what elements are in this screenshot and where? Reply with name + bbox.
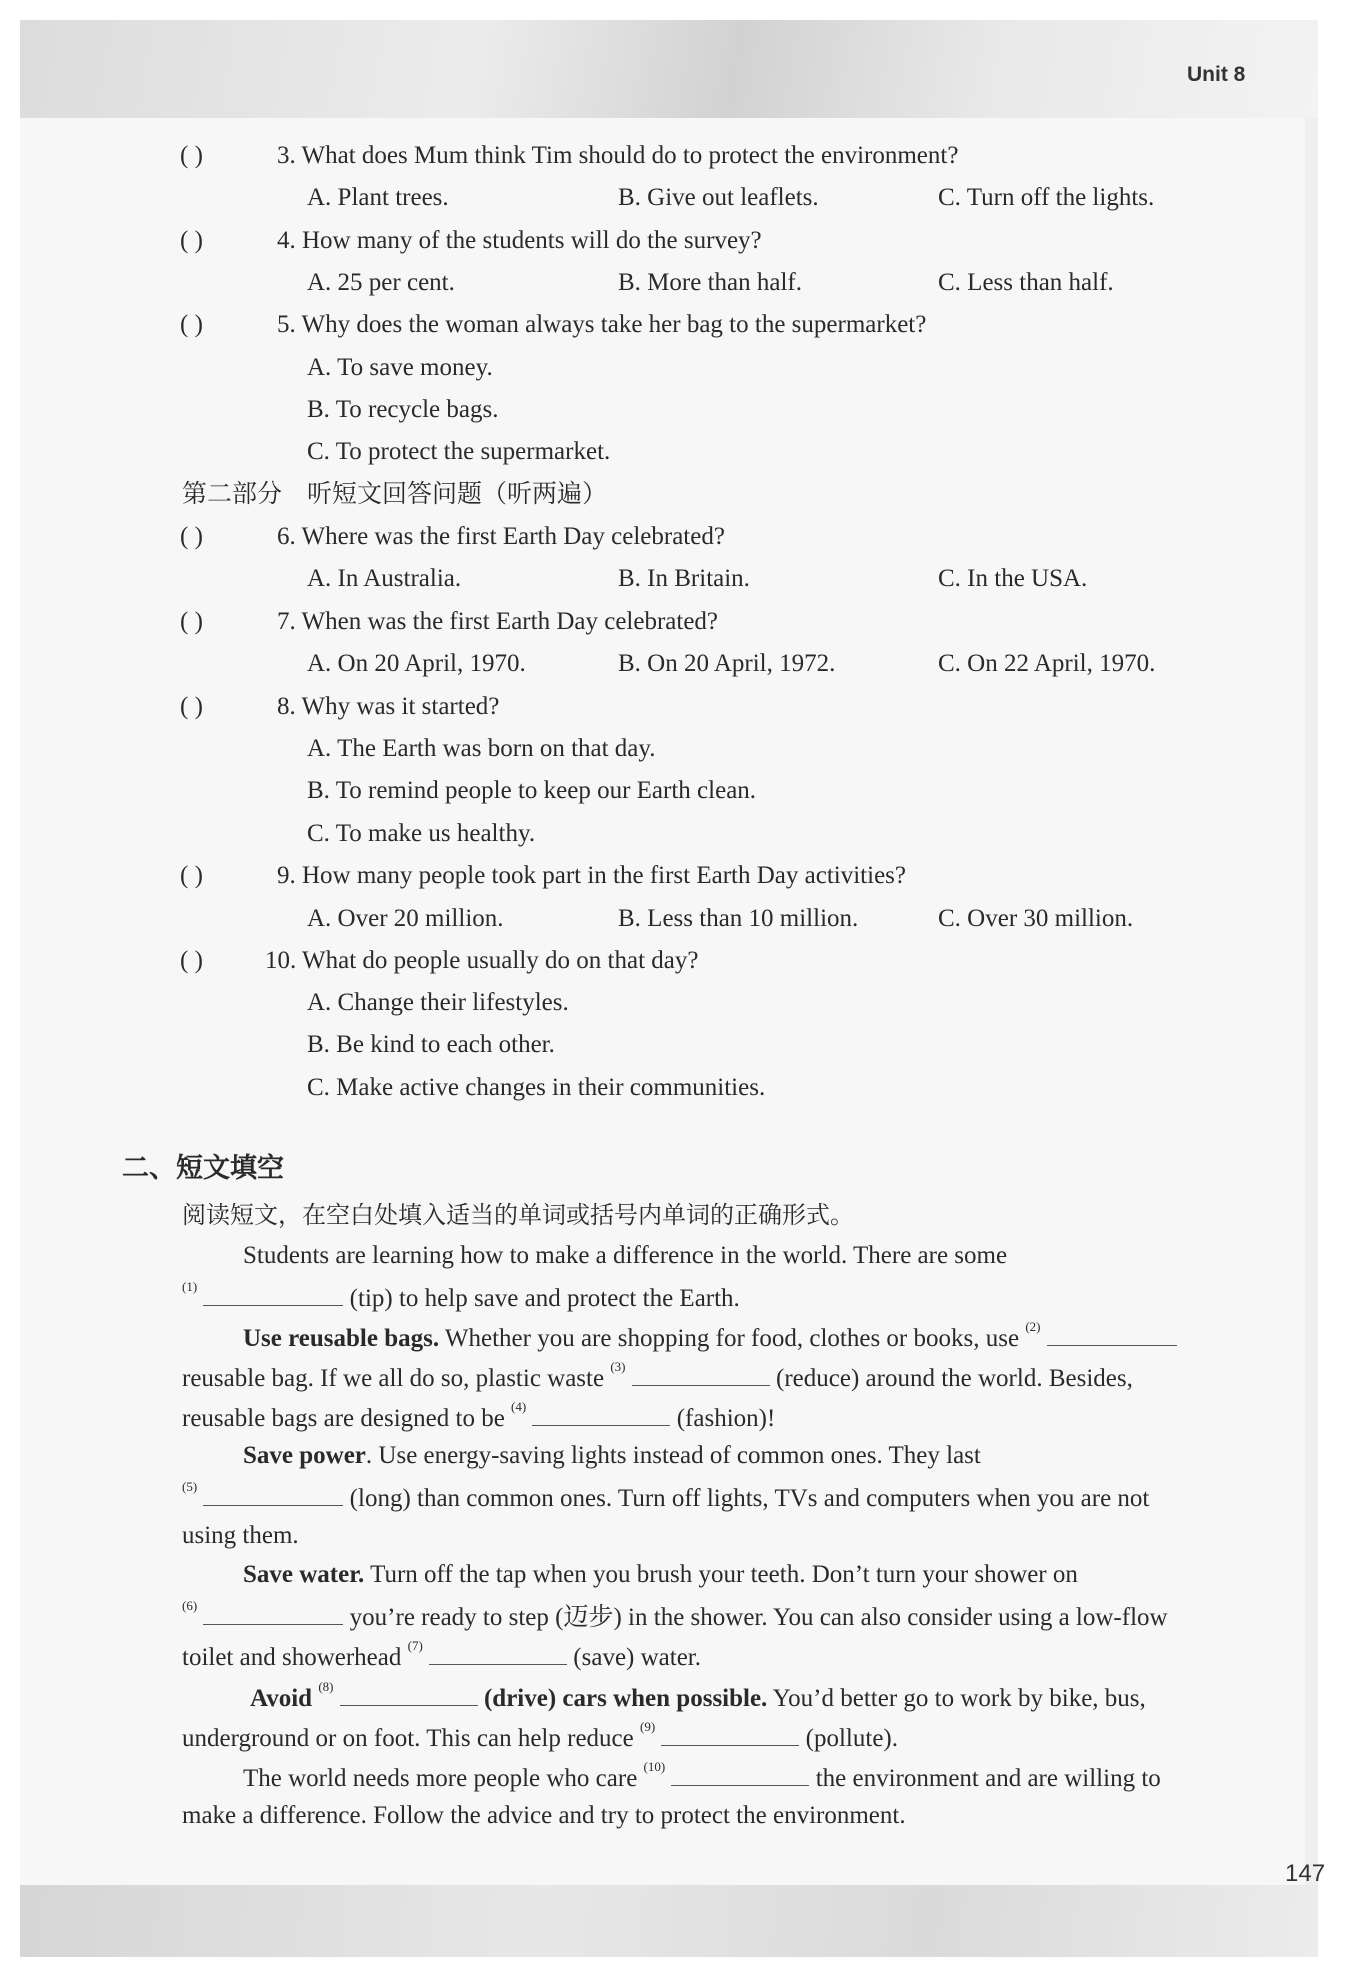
footer-band — [20, 1885, 1318, 1957]
passage-text: underground or on foot. This can help reduce — [182, 1725, 634, 1752]
blank-3[interactable] — [632, 1363, 770, 1386]
answer-bracket[interactable]: ( ) — [180, 947, 203, 974]
passage-line — [182, 1523, 299, 1548]
passage-line — [182, 1803, 906, 1828]
option-a: A. Plant trees. — [307, 184, 449, 211]
passage-text: using them. — [182, 1522, 299, 1549]
option-a: A. The Earth was born on that day. — [307, 735, 656, 762]
question-stem: 5. Why does the woman always take her bag to the supermarket? — [277, 311, 927, 338]
blank-number: (3) — [610, 1359, 626, 1374]
blank-number: (10) — [643, 1759, 666, 1774]
passage-text: the environment and are willing to — [815, 1765, 1161, 1792]
tip-title: Use reusable bags. — [243, 1325, 440, 1352]
passage-line — [182, 1638, 702, 1671]
option-b: B. To remind people to keep our Earth clean. — [307, 777, 757, 804]
blank-1[interactable] — [203, 1283, 343, 1306]
option-b: B. To recycle bags. — [307, 396, 499, 423]
blank-number: (4) — [511, 1399, 527, 1414]
passage-line — [182, 1598, 1168, 1631]
passage-text: reusable bag. If we all do so, plastic waste — [182, 1365, 605, 1392]
option-c: C. To make us healthy. — [307, 820, 536, 847]
answer-bracket[interactable]: ( ) — [180, 523, 203, 550]
passage-text: (fashion)! — [676, 1405, 776, 1432]
option-b: B. In Britain. — [618, 565, 750, 592]
passage-text: Turn off the tap when you brush your teeth. Don’t turn your shower on — [364, 1561, 1078, 1588]
option-b: B. More than half. — [618, 269, 802, 296]
blank-number: (2) — [1025, 1319, 1041, 1334]
blank-7[interactable] — [429, 1642, 567, 1665]
option-c: C. Less than half. — [938, 269, 1114, 296]
option-c: C. Over 30 million. — [938, 905, 1134, 932]
option-a: A. In Australia. — [307, 565, 462, 592]
option-b: B. Be kind to each other. — [307, 1031, 555, 1058]
passage-text: toilet and showerhead — [182, 1644, 402, 1671]
passage-text: (save) water. — [573, 1644, 702, 1671]
header-band — [20, 20, 1318, 118]
question-stem: 8. Why was it started? — [277, 693, 500, 720]
question-stem: 6. Where was the first Earth Day celebrated? — [277, 523, 725, 550]
question-stem: 7. When was the first Earth Day celebrated? — [277, 608, 719, 635]
question-stem: 4. How many of the students will do the survey? — [277, 227, 762, 254]
blank-4[interactable] — [532, 1403, 670, 1426]
passage-line — [243, 1243, 1007, 1268]
passage-line — [243, 1562, 1078, 1587]
question-stem: 10. What do people usually do on that day? — [265, 947, 699, 974]
blank-number: (8) — [318, 1679, 334, 1694]
page-number: 147 — [1285, 1860, 1326, 1887]
tip-title: Save power — [243, 1442, 366, 1469]
answer-bracket[interactable]: ( ) — [180, 142, 203, 169]
passage-line — [243, 1443, 981, 1468]
passage-text: reusable bags are designed to be — [182, 1405, 505, 1432]
answer-bracket[interactable]: ( ) — [180, 693, 203, 720]
option-b: B. On 20 April, 1972. — [618, 650, 836, 677]
option-b: B. Give out leaflets. — [618, 184, 819, 211]
passage-text: . Use energy-saving lights instead of common ones. They last — [365, 1442, 981, 1469]
unit-label: Unit 8 — [1187, 63, 1246, 86]
blank-8[interactable] — [340, 1683, 478, 1706]
question-stem: 3. What does Mum think Tim should do to protect the environment? — [277, 142, 959, 169]
section-instruction: 阅读短文，在空白处填入适当的单词或括号内单词的正确形式。 — [182, 1201, 854, 1229]
blank-2[interactable] — [1047, 1323, 1177, 1346]
blank-10[interactable] — [671, 1763, 809, 1786]
passage-text: You’d better go to work by bike, bus, — [767, 1685, 1146, 1712]
option-b: B. Less than 10 million. — [618, 905, 859, 932]
passage-text: make a difference. Follow the advice and try to protect the environment. — [182, 1802, 906, 1829]
blank-6[interactable] — [203, 1602, 343, 1625]
option-c: C. Turn off the lights. — [938, 184, 1155, 211]
passage-text: (long) than common ones. Turn off lights, TVs and computers when you are not — [349, 1485, 1150, 1512]
option-c: C. On 22 April, 1970. — [938, 650, 1156, 677]
blank-number: (6) — [182, 1598, 198, 1613]
option-c: C. Make active changes in their communities. — [307, 1074, 766, 1101]
answer-bracket[interactable]: ( ) — [180, 608, 203, 635]
passage-line — [182, 1279, 740, 1312]
question-stem: 9. How many people took part in the first Earth Day activities? — [277, 862, 906, 889]
passage-line — [182, 1399, 776, 1432]
passage-line — [182, 1719, 898, 1752]
blank-number: (5) — [182, 1479, 198, 1494]
passage-text: (pollute). — [805, 1725, 898, 1752]
option-a: A. Change their lifestyles. — [307, 989, 569, 1016]
blank-9[interactable] — [661, 1723, 799, 1746]
option-a: A. Over 20 million. — [307, 905, 504, 932]
blank-5[interactable] — [203, 1483, 343, 1506]
option-c: C. In the USA. — [938, 565, 1088, 592]
section-heading: 二、短文填空 — [122, 1153, 284, 1184]
answer-bracket[interactable]: ( ) — [180, 227, 203, 254]
passage-text: The world needs more people who care — [243, 1765, 638, 1792]
blank-number: (7) — [407, 1638, 423, 1653]
passage-line — [250, 1679, 1146, 1712]
option-a: A. On 20 April, 1970. — [307, 650, 526, 677]
passage-line — [243, 1319, 1177, 1352]
blank-number: (9) — [639, 1719, 656, 1734]
passage-text: Whether you are shopping for food, clothes or books, use — [439, 1325, 1020, 1352]
option-c: C. To protect the supermarket. — [307, 438, 611, 465]
option-a: A. To save money. — [307, 354, 493, 381]
tip-title: (drive) cars when possible. — [483, 1685, 768, 1712]
passage-text: Students are learning how to make a difference in the world. There are some — [243, 1242, 1008, 1269]
passage-line — [182, 1359, 1133, 1392]
passage-line — [182, 1479, 1150, 1512]
part2-heading: 第二部分 听短文回答问题（听两遍） — [182, 479, 608, 508]
answer-bracket[interactable]: ( ) — [180, 311, 203, 338]
passage-text: you’re ready to step (迈步) in the shower. You can also consider using a low-flow — [349, 1604, 1168, 1631]
tip-title: Avoid — [250, 1685, 313, 1712]
passage-line — [243, 1759, 1161, 1792]
blank-number: (1) — [182, 1279, 198, 1294]
passage-text: (reduce) around the world. Besides, — [776, 1365, 1133, 1392]
passage-text: (tip) to help save and protect the Earth. — [349, 1285, 740, 1312]
option-a: A. 25 per cent. — [307, 269, 455, 296]
tip-title: Save water. — [243, 1561, 365, 1588]
answer-bracket[interactable]: ( ) — [180, 862, 203, 889]
